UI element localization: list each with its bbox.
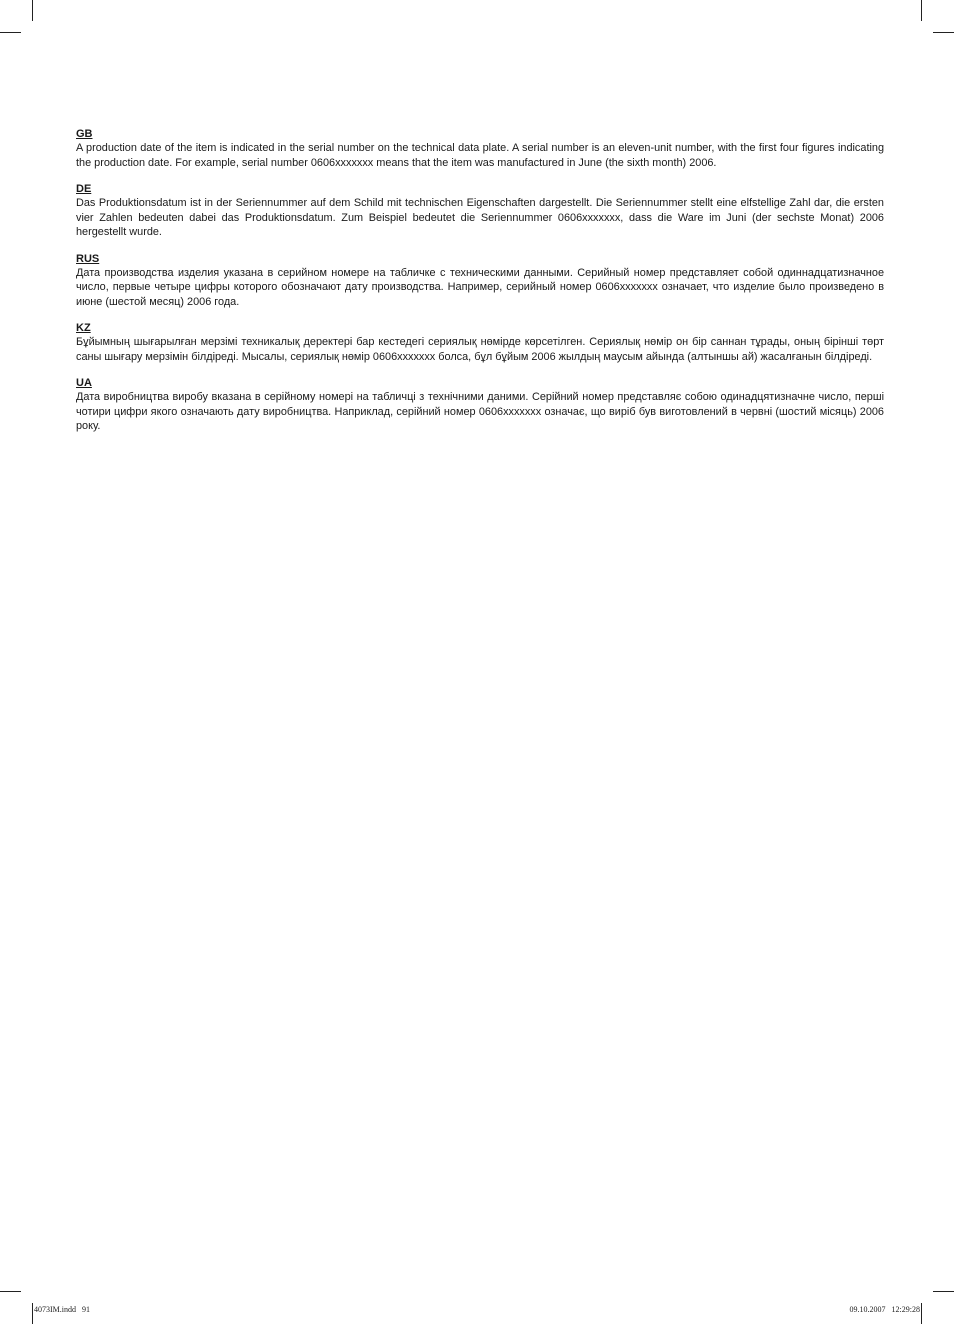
section-text-gb: A production date of the item is indicated in the serial number on the technical data plate. A serial number is an eleven-unit number, with the first four figures indicating the production date. For example, serial number 0606xxxxxxx means that the item was manufactured in June (the sixth month) 2006. [76,142,884,169]
crop-mark-top-left-horizontal [0,32,21,33]
section-text-de: Das Produktionsdatum ist in der Seriennummer auf dem Schild mit technischen Eigenschaften dargestellt. Die Seriennummer stellt eine elfstellige Zahl dar, die ersten vier Zahlen bedeuten dabei das Produktionsdatum. Zum Beispiel bedeutet die Seriennummer 0606xxxxxxx, dass die Ware im Juni (der sechste Monat) 2006 hergestellt wurde. [76,197,884,238]
crop-mark-top-right-vertical [921,0,922,21]
section-gb [76,128,884,170]
section-heading-de: DE [76,183,92,195]
section-text-ua: Дата виробництва виробу вказана в серійному номері на табличці з технічними даними. Серійний номер представляє собою одинадцятизначне число, перші чотири цифри якого означають дату виробництва. Наприклад, серійний номер 0606xxxxxxx означає, що виріб був виготовлений в червні (шостий місяць) 2006 року. [76,391,884,432]
section-kz [76,322,884,364]
footer-file-info: 4073IM.indd 91 [34,1305,90,1314]
section-heading-ua: UA [76,377,92,389]
section-heading-gb: GB [76,128,93,140]
crop-mark-top-left-vertical [32,0,33,21]
crop-mark-top-right-horizontal [933,32,954,33]
section-rus [76,253,884,310]
crop-mark-bottom-left-horizontal [0,1291,21,1292]
section-text-rus: Дата производства изделия указана в серийном номере на табличке с техническими данными. Серийный номер представляет собой одиннадцатизначное число, первые четыре цифры которого обозначают дату производства. Например, серийный номер 0606xxxxxxx означает, что изделие было произведено в июне (шестой месяц) 2006 года. [76,266,884,308]
section-text-kz: Бұйымның шығарылған мерзімі техникалық деректері бар кестедегі сериялық нөмірде көрсетілген. Сериялық нөмір он бір саннан тұрады, оның бірінші төрт саны шығару мерзімін білдіреді. Мысалы, сериялық нөмір 0606xxxxxxx болса, бұл бұйым 2006 жылдың маусым айында (алтыншы ай) жасалғанын білдіреді. [76,336,884,363]
document-body [76,128,884,447]
crop-mark-bottom-right-vertical [921,1303,922,1324]
crop-mark-bottom-left-vertical [32,1303,33,1324]
section-heading-rus: RUS [76,252,100,265]
footer-timestamp: 09.10.2007 12:29:28 [849,1305,920,1314]
section-heading-kz: KZ [76,322,91,334]
section-ua [76,377,884,434]
crop-mark-bottom-right-horizontal [933,1291,954,1292]
section-de [76,183,884,240]
